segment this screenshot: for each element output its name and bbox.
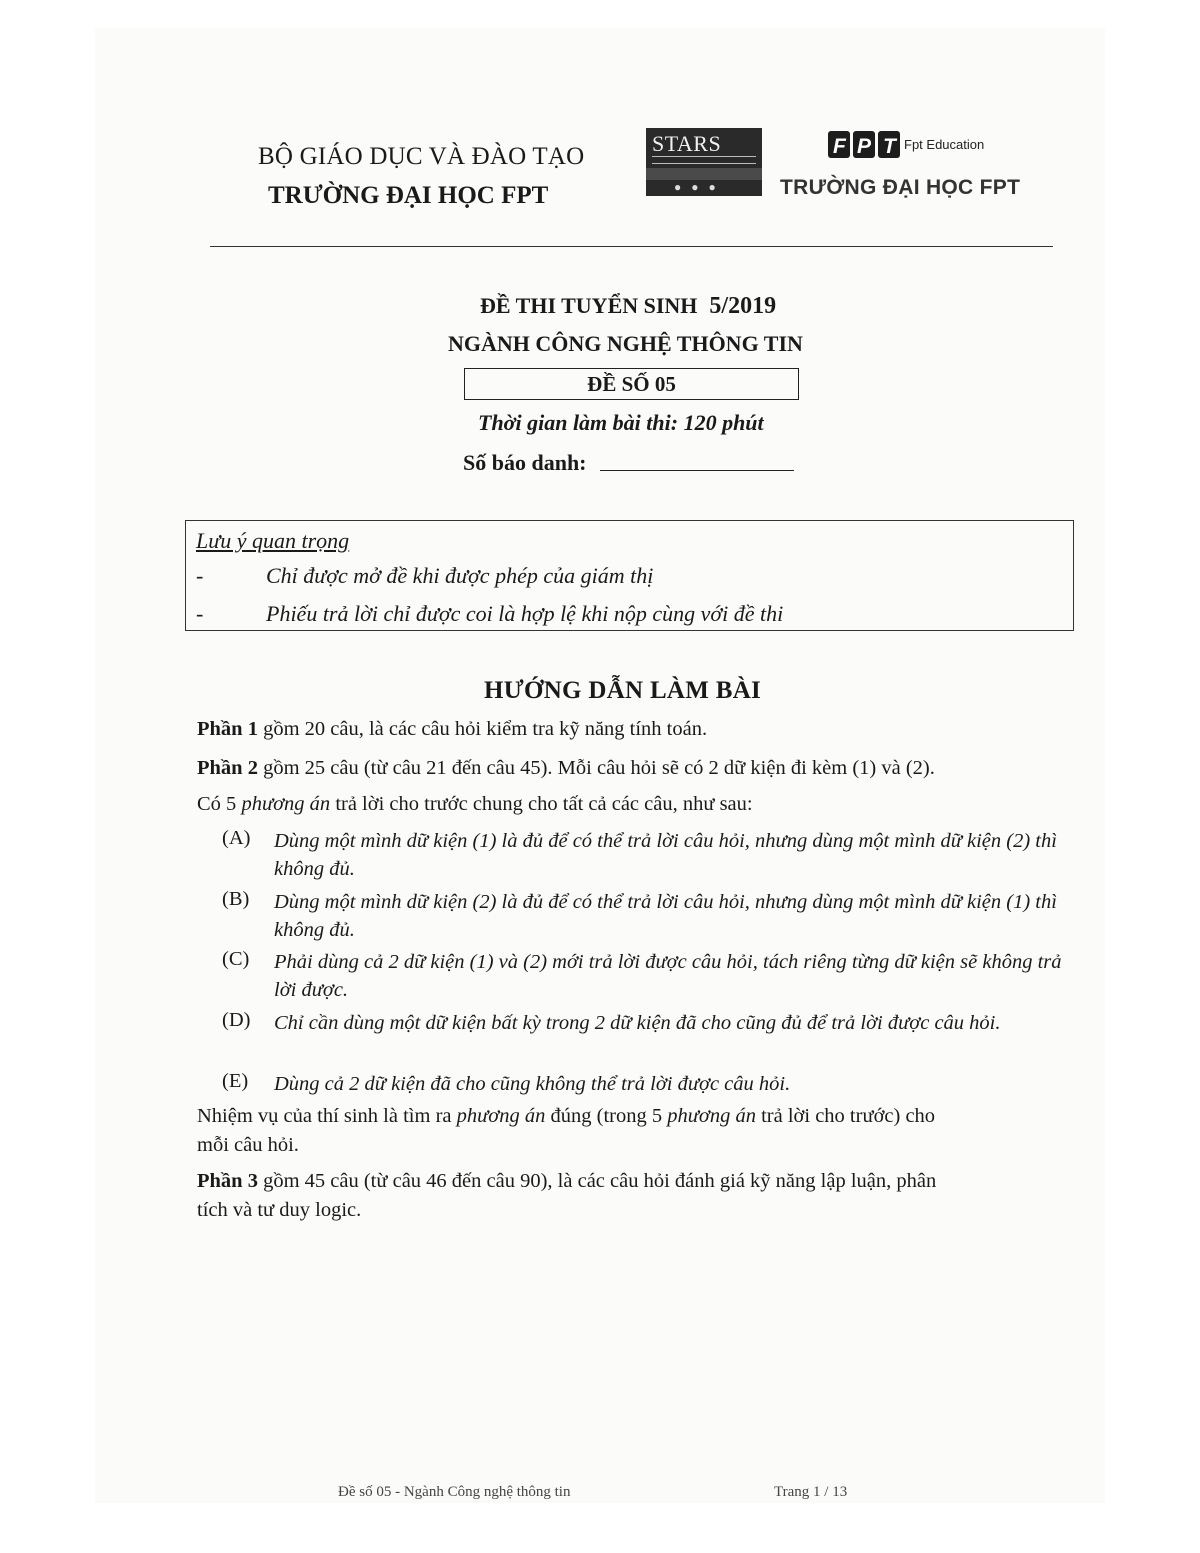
fpt-logo — [826, 128, 906, 162]
stars-logo-text: STARS — [652, 131, 722, 156]
note-text: Phiếu trả lời chỉ được coi là hợp lệ khi nộp cùng với đề thi — [266, 601, 784, 626]
important-notes-box — [185, 520, 1074, 631]
ministry-name: BỘ GIÁO DỤC VÀ ĐÀO TẠO — [258, 143, 585, 170]
option-letter-a: (A) — [222, 827, 251, 849]
task-text: trả lời cho trước) cho — [755, 1105, 936, 1127]
option-text-e: Dùng cả 2 dữ kiện đã cho cũng không thể trả lời được câu hỏi. — [274, 1073, 791, 1095]
task-italic: phương án — [456, 1105, 546, 1127]
header-divider — [210, 246, 1053, 247]
candidate-number-label: Số báo danh: — [463, 450, 587, 475]
instructions-title: HƯỚNG DẪN LÀM BÀI — [484, 677, 762, 704]
svg-text:T: T — [883, 135, 896, 158]
option-letter-b: (B) — [222, 888, 250, 910]
exam-date: 5/2019 — [709, 293, 777, 319]
footer-page-number: Trang 1 / 13 — [774, 1484, 848, 1500]
options-intro-text: Có 5 — [197, 793, 242, 815]
university-name-right: TRƯỜNG ĐẠI HỌC FPT — [780, 176, 1021, 199]
part2-label: Phần 2 — [197, 757, 258, 779]
part3-label: Phần 3 — [197, 1170, 258, 1192]
note-dash: - — [196, 563, 204, 588]
exam-title — [480, 293, 776, 320]
part1-paragraph — [197, 718, 707, 741]
exam-major: NGÀNH CÔNG NGHỆ THÔNG TIN — [448, 331, 803, 356]
part3-paragraph — [197, 1170, 936, 1193]
notes-title: Lưu ý quan trọng — [196, 528, 350, 553]
options-intro-text: trả lời cho trước chung cho tất cả các câu, như sau: — [330, 793, 753, 815]
svg-text:F: F — [833, 135, 846, 158]
stars-logo-dots: ●●● — [674, 180, 726, 194]
stars-logo-subline — [652, 156, 756, 164]
option-text-b: Dùng một mình dữ kiện (2) là đủ để có thể trả lời câu hỏi, nhưng dùng một mình dữ kiện (1) thì không đủ. — [274, 891, 1057, 941]
option-letter-c: (C) — [222, 948, 250, 970]
option-text-a: Dùng một mình dữ kiện (1) là đủ để có thể trả lời câu hỏi, nhưng dùng một mình dữ kiện (2) thì không đủ. — [274, 830, 1057, 880]
option-letter-e: (E) — [222, 1070, 249, 1092]
options-intro — [197, 793, 753, 816]
task-paragraph — [197, 1105, 935, 1128]
exam-duration: Thời gian làm bài thi: 120 phút — [478, 410, 764, 435]
option-text-c: Phải dùng cả 2 dữ kiện (1) và (2) mới trả lời được câu hỏi, tách riêng từng dữ kiện sẽ không trả lời được. — [274, 951, 1062, 1001]
exam-code-box: ĐỀ SỐ 05 — [464, 368, 799, 400]
university-name-left: TRƯỜNG ĐẠI HỌC FPT — [268, 182, 549, 209]
footer-exam-label: Đề số 05 - Ngành Công nghệ thông tin — [338, 1484, 571, 1500]
candidate-number-blank — [600, 470, 794, 471]
part2-text: gồm 25 câu (từ câu 21 đến câu 45). Mỗi câu hỏi sẽ có 2 dữ kiện đi kèm (1) và (2). — [257, 757, 935, 779]
note-text: Chỉ được mở đề khi được phép của giám thị — [266, 563, 654, 588]
options-intro-italic: phương án — [241, 793, 331, 815]
fpt-education-label: Fpt Education — [904, 137, 985, 152]
stars-logo-band — [646, 168, 762, 180]
exam-title-text: ĐỀ THI TUYỂN SINH — [480, 293, 698, 318]
task-text: đúng (trong 5 — [545, 1105, 668, 1127]
note-dash: - — [196, 601, 204, 626]
stars-logo — [646, 128, 762, 196]
part2-paragraph — [197, 757, 935, 780]
part1-label: Phần 1 — [197, 718, 258, 740]
option-text-d: Chỉ cần dùng một dữ kiện bất kỳ trong 2 dữ kiện đã cho cũng đủ để trả lời được câu hỏi. — [274, 1012, 1001, 1034]
task-italic: phương án — [667, 1105, 756, 1127]
part3-paragraph-line2: tích và tư duy logic. — [197, 1199, 362, 1221]
task-paragraph-line2: mỗi câu hỏi. — [197, 1134, 299, 1156]
task-text: Nhiệm vụ của thí sinh là tìm ra — [197, 1105, 457, 1127]
part3-text: gồm 45 câu (từ câu 46 đến câu 90), là các câu hỏi đánh giá kỹ năng lập luận, phân — [257, 1170, 937, 1192]
svg-text:P: P — [857, 135, 872, 158]
part1-text: gồm 20 câu, là các câu hỏi kiểm tra kỹ năng tính toán. — [257, 718, 708, 740]
option-letter-d: (D) — [222, 1009, 251, 1031]
